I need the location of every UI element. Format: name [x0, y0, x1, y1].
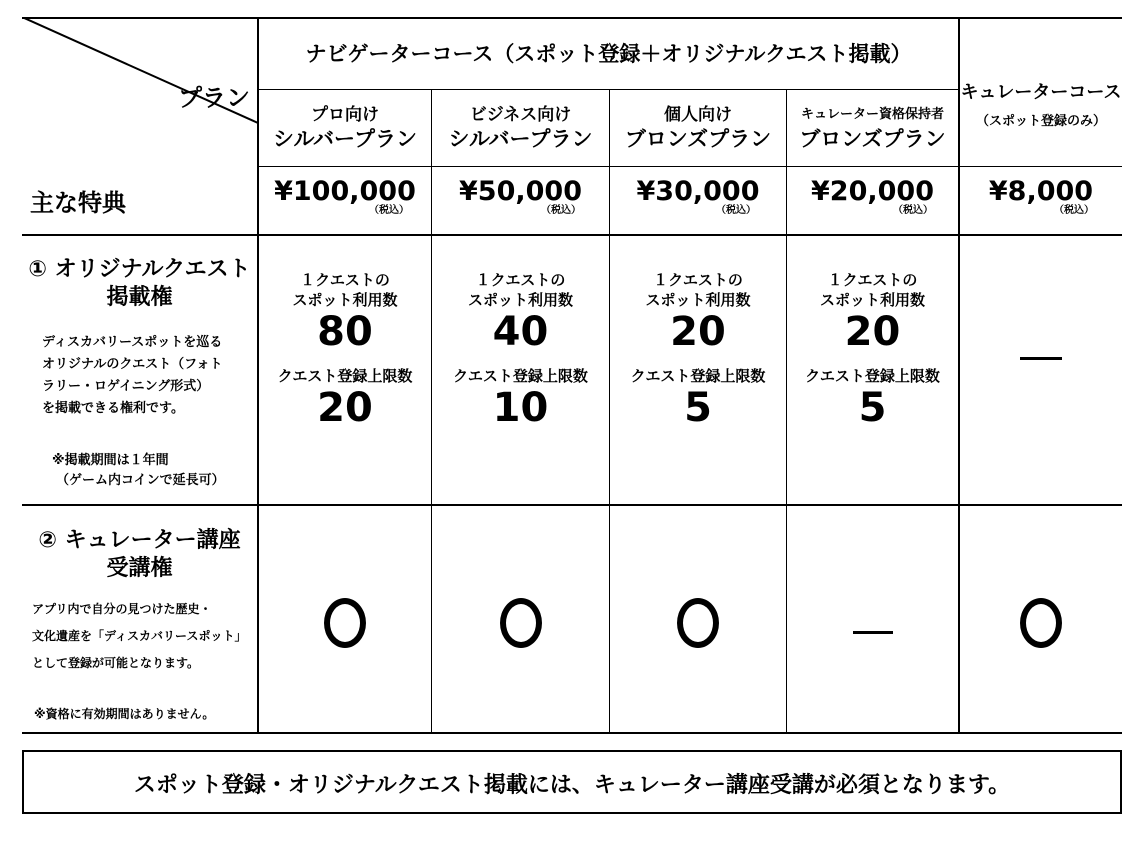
- spot-count: 20: [670, 309, 726, 355]
- desc-line: ディスカバリースポットを巡る: [42, 335, 223, 350]
- available-mark: [610, 598, 786, 652]
- limit-count: 5: [858, 385, 887, 431]
- available-mark: [259, 598, 431, 652]
- spot-label: スポット利用数: [645, 291, 751, 309]
- price-value: ¥8,000: [988, 176, 1094, 207]
- plan-name: ブロンズプラン: [624, 127, 772, 151]
- quest-cell: [787, 270, 958, 430]
- spot-label: スポット利用数: [819, 291, 925, 309]
- desc-line: ラリー・ロゲイニング形式）: [42, 379, 210, 394]
- row2-description: [32, 596, 257, 677]
- row2-title-sub: 受講権: [106, 556, 173, 581]
- curator-quest-cell: [960, 345, 1122, 364]
- limit-count: 10: [492, 385, 549, 431]
- row2-note: [34, 704, 259, 724]
- limit-label: クエスト登録上限数: [277, 367, 413, 385]
- plan-audience: 個人向け: [664, 105, 732, 125]
- note-line: ※掲載期間は１年間: [52, 453, 169, 468]
- desc-line: 文化遺産を「ディスカバリースポット」: [32, 629, 247, 643]
- circle-mark-icon: [1020, 598, 1062, 648]
- circle-mark-icon: [500, 598, 542, 648]
- plan-personal-bronze: [610, 104, 786, 153]
- tax-label: （税込）: [541, 205, 581, 216]
- row1-description: [42, 332, 257, 420]
- row2-header: [22, 527, 257, 583]
- limit-label: クエスト登録上限数: [630, 367, 766, 385]
- price-cell: [610, 176, 786, 216]
- plan-curator-bronze: [787, 104, 958, 153]
- limit-label: クエスト登録上限数: [453, 367, 588, 385]
- spot-label: １クエストの: [827, 271, 918, 289]
- available-mark: [432, 598, 609, 652]
- plan-audience: ビジネス向け: [469, 105, 572, 125]
- desc-line: オリジナルのクエスト（フォト: [42, 357, 223, 372]
- spot-label: １クエストの: [300, 271, 390, 289]
- price-value: ¥20,000: [811, 176, 934, 207]
- not-available-dash: [1020, 357, 1062, 360]
- corner-benefits-label: 主な特典: [30, 189, 126, 217]
- circle-mark-icon: [324, 598, 366, 648]
- limit-count: 20: [317, 385, 373, 431]
- spot-count: 80: [317, 309, 373, 355]
- quest-cell: [610, 270, 786, 430]
- price-value: ¥100,000: [274, 176, 416, 207]
- desc-line: を掲載できる権利です。: [42, 401, 184, 416]
- limit-label: クエスト登録上限数: [805, 367, 940, 385]
- tax-label: （税込）: [369, 205, 409, 216]
- price-cell: [432, 176, 609, 216]
- circle-mark-icon: [677, 598, 719, 648]
- quest-cell: [432, 270, 609, 430]
- plan-business-silver: [432, 104, 609, 153]
- quest-cell: [259, 270, 431, 430]
- plan-audience: キュレーター資格保持者: [800, 107, 944, 122]
- price-value: ¥30,000: [636, 176, 760, 207]
- price-cell: [787, 176, 958, 216]
- plan-pro-silver: [259, 104, 431, 153]
- spot-count: 40: [492, 309, 549, 355]
- plan-audience: プロ向け: [311, 105, 379, 125]
- row1-title-sub: 掲載権: [106, 285, 173, 310]
- row2-title: ② キュレーター講座: [38, 528, 241, 553]
- footer-notice-box: [22, 750, 1122, 814]
- navigator-course-title: ナビゲーターコース（スポット登録＋オリジナルクエスト掲載）: [305, 42, 912, 66]
- corner-plan-label: プラン: [178, 84, 250, 112]
- desc-line: として登録が可能となります。: [32, 656, 200, 670]
- spot-label: １クエストの: [653, 271, 743, 289]
- note-line: （ゲーム内コインで延長可）: [56, 473, 225, 488]
- price-cell: [960, 176, 1122, 216]
- note-line: ※資格に有効期間はありません。: [34, 707, 215, 721]
- row1-note: [42, 451, 257, 491]
- curator-course-title: キュレーターコース: [960, 82, 1122, 103]
- limit-count: 5: [684, 385, 712, 431]
- row1-title: ① オリジナルクエスト: [28, 257, 251, 282]
- plan-name: ブロンズプラン: [799, 127, 946, 151]
- row1-header: [22, 256, 257, 312]
- price-cell: [259, 176, 431, 216]
- spot-count: 20: [844, 309, 901, 355]
- spot-label: １クエストの: [475, 271, 566, 289]
- spot-label: スポット利用数: [467, 291, 573, 309]
- tax-label: （税込）: [893, 205, 933, 216]
- available-mark: [960, 598, 1122, 652]
- desc-line: アプリ内で自分の見つけた歴史・: [32, 602, 212, 616]
- plan-name: シルバープラン: [273, 127, 417, 151]
- curator-course-subtitle: （スポット登録のみ）: [975, 114, 1106, 129]
- price-value: ¥50,000: [459, 176, 582, 207]
- dash-mark-icon: [853, 631, 893, 634]
- spot-label: スポット利用数: [292, 291, 398, 309]
- not-available-mark: [787, 619, 958, 638]
- footer-notice: スポット登録・オリジナルクエスト掲載には、キュレーター講座受講が必須となります。: [133, 773, 1011, 798]
- tax-label: （税込）: [1054, 205, 1094, 216]
- plan-name: シルバープラン: [448, 127, 593, 151]
- tax-label: （税込）: [716, 205, 756, 216]
